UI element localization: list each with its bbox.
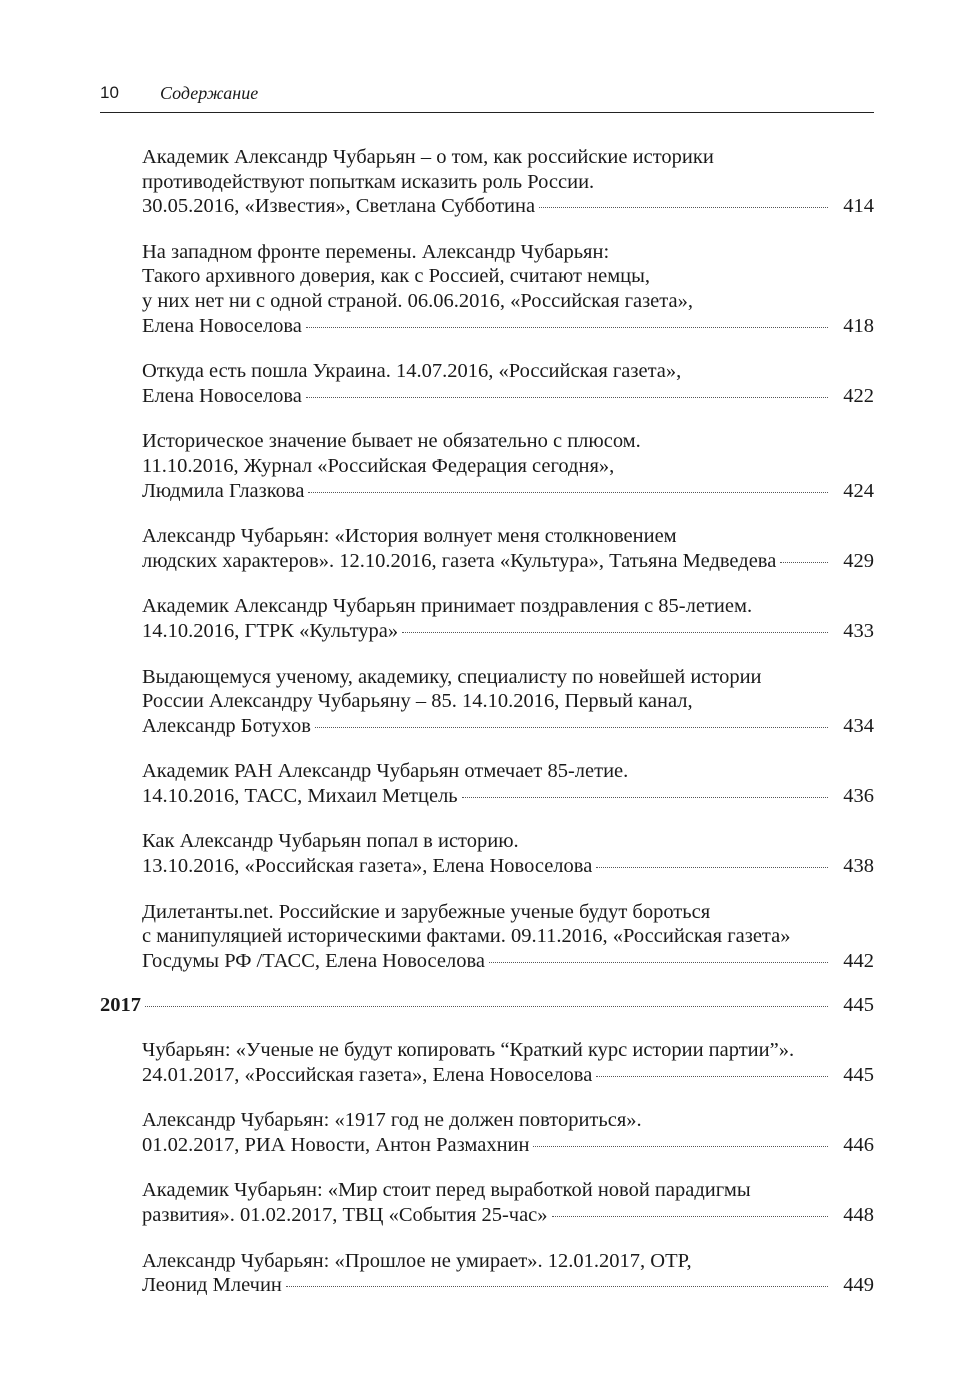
toc-page-number: 414: [843, 195, 874, 218]
dot-leader: [315, 726, 828, 728]
toc-entry-line: Выдающемуся ученому, академику, специалисту по новейшей истории: [142, 665, 762, 688]
toc-entry-last-line: [142, 714, 874, 739]
toc-entry-text: Александр Ботухов: [142, 714, 311, 737]
toc-entry-text: Елена Новоселова: [142, 314, 302, 337]
dot-leader: [286, 1285, 828, 1287]
toc-entry-last-line: [142, 1273, 874, 1298]
toc-entry-line: у них нет ни с одной страной. 06.06.2016, «Российская газета»,: [142, 289, 693, 312]
toc-page-number: 436: [843, 784, 874, 807]
toc-entry-last-line: [142, 619, 874, 644]
running-title: Содержание: [160, 83, 259, 103]
toc-entry-text: Елена Новоселова: [142, 384, 302, 407]
toc-entry-line: Александр Чубарьян: «Прошлое не умирает». 12.01.2017, ОТР,: [142, 1249, 692, 1272]
toc-entry-text: развития». 01.02.2017, ТВЦ «События 25-час»: [142, 1204, 548, 1226]
toc-page-number: 448: [843, 1204, 874, 1226]
toc-page-number: 445: [843, 994, 874, 1017]
toc-entry-line: 11.10.2016, Журнал «Российская Федерация сегодня»,: [142, 454, 615, 477]
dot-leader: [539, 206, 828, 208]
toc-page-number: 433: [843, 619, 874, 642]
toc-entry-last-line: [142, 194, 874, 219]
toc-entry-line: России Александру Чубарьяну – 85. 14.10.2016, Первый канал,: [142, 690, 693, 713]
toc-entry-text: 14.10.2016, ГТРК «Культура»: [142, 619, 399, 642]
dot-leader: [308, 491, 828, 493]
toc-entry[interactable]: [142, 1178, 874, 1227]
toc-entry[interactable]: [142, 900, 874, 974]
toc-entry-text: Леонид Млечин: [142, 1274, 282, 1297]
toc-entry-last-line: [142, 479, 874, 504]
toc-page-number: 422: [843, 384, 874, 407]
toc-entry[interactable]: [142, 240, 874, 338]
toc-entry-line: Академик Александр Чубарьян – о том, как российские историки: [142, 146, 714, 168]
toc-entry[interactable]: [142, 759, 874, 808]
toc-entry-last-line: [142, 1203, 874, 1228]
toc-section-2017[interactable]: [100, 993, 874, 1018]
toc-entry-text: людских характеров». 12.10.2016, газета «Культура», Татьяна Медведева: [142, 549, 777, 572]
toc-entry[interactable]: [142, 429, 874, 503]
toc-entry-text: Людмила Глазкова: [142, 479, 305, 502]
toc-entry-last-line: [142, 549, 874, 574]
toc-page-number: 418: [843, 314, 874, 337]
page-number: 10: [100, 83, 119, 102]
toc-entry[interactable]: [142, 1108, 874, 1157]
toc-entry-line: Откуда есть пошла Украина. 14.07.2016, «Российская газета»,: [142, 360, 682, 383]
toc-entry-line: Академик Чубарьян: «Мир стоит перед выработкой новой парадигмы: [142, 1179, 751, 1202]
toc-entry-last-line: [142, 384, 874, 409]
toc-entry-line: Академик РАН Александр Чубарьян отмечает 85-летие.: [142, 760, 629, 783]
toc-page-number: 429: [843, 549, 874, 572]
toc-page-number: 438: [843, 855, 874, 878]
toc-entry-line: с манипуляцией историческими фактами. 09.11.2016, «Российская газета»: [142, 925, 791, 948]
toc-entry[interactable]: [142, 665, 874, 739]
toc-entry[interactable]: [142, 594, 874, 643]
dot-leader: [145, 1005, 828, 1007]
toc-entry-text: Госдумы РФ /ТАСС, Елена Новоселова: [142, 949, 485, 972]
toc-page-number: 424: [843, 479, 874, 502]
toc-entry-last-line: [142, 314, 874, 339]
toc-page-number: 449: [843, 1274, 874, 1297]
toc-entry-text: 24.01.2017, «Российская газета», Елена Новоселова: [142, 1063, 593, 1086]
dot-leader: [552, 1215, 828, 1217]
table-of-contents: [100, 145, 874, 1298]
toc-entry-line: Александр Чубарьян: «1917 год не должен повториться».: [142, 1109, 642, 1132]
dot-leader: [533, 1145, 828, 1147]
toc-entry-line: Историческое значение бывает не обязательно с плюсом.: [142, 430, 641, 453]
toc-entry-line: Чубарьян: «Ученые не будут копировать “Краткий курс истории партии”».: [142, 1039, 795, 1062]
toc-entry-line: Как Александр Чубарьян попал в историю.: [142, 830, 519, 853]
toc-entry[interactable]: [142, 524, 874, 573]
toc-page-number: 446: [843, 1133, 874, 1156]
toc-page-number: 442: [843, 949, 874, 972]
dot-leader: [462, 796, 828, 798]
running-header: [100, 80, 874, 113]
section-title: 2017: [100, 994, 141, 1017]
toc-entry-line: противодействуют попыткам исказить роль России.: [142, 170, 595, 193]
toc-entry-text: 13.10.2016, «Российская газета», Елена Новоселова: [142, 855, 593, 878]
toc-entry-text: 30.05.2016, «Известия», Светлана Субботина: [142, 195, 536, 218]
toc-entry-last-line: [142, 854, 874, 879]
toc-entry-last-line: [142, 949, 874, 974]
dot-leader: [489, 961, 828, 963]
dot-leader: [596, 866, 828, 868]
toc-entry[interactable]: [142, 145, 874, 219]
toc-entry-line: Академик Александр Чубарьян принимает поздравления с 85-летием.: [142, 595, 753, 618]
toc-entry-text: 14.10.2016, ТАСС, Михаил Метцель: [142, 784, 458, 807]
toc-entry[interactable]: [142, 1249, 874, 1298]
dot-leader: [402, 631, 828, 633]
toc-page-number: 445: [843, 1063, 874, 1086]
toc-entry[interactable]: [142, 1038, 874, 1087]
dot-leader: [596, 1075, 828, 1077]
toc-entry-last-line: [142, 784, 874, 809]
dot-leader: [780, 561, 828, 563]
toc-entry-last-line: [142, 1133, 874, 1158]
toc-entry-line: На западном фронте перемены. Александр Чубарьян:: [142, 240, 610, 263]
toc-entry-line: Такого архивного доверия, как с Россией, считают немцы,: [142, 265, 651, 288]
toc-entry-line: Дилетанты.net. Российские и зарубежные ученые будут бороться: [142, 900, 711, 923]
toc-entry[interactable]: [142, 359, 874, 408]
toc-entry-line: Александр Чубарьян: «История волнует меня столкновением: [142, 525, 677, 548]
dot-leader: [306, 396, 828, 398]
dot-leader: [306, 326, 828, 328]
toc-entry-last-line: [142, 1063, 874, 1088]
toc-entry-text: 01.02.2017, РИА Новости, Антон Размахнин: [142, 1133, 530, 1156]
toc-page-number: 434: [843, 714, 874, 737]
toc-entry[interactable]: [142, 829, 874, 878]
